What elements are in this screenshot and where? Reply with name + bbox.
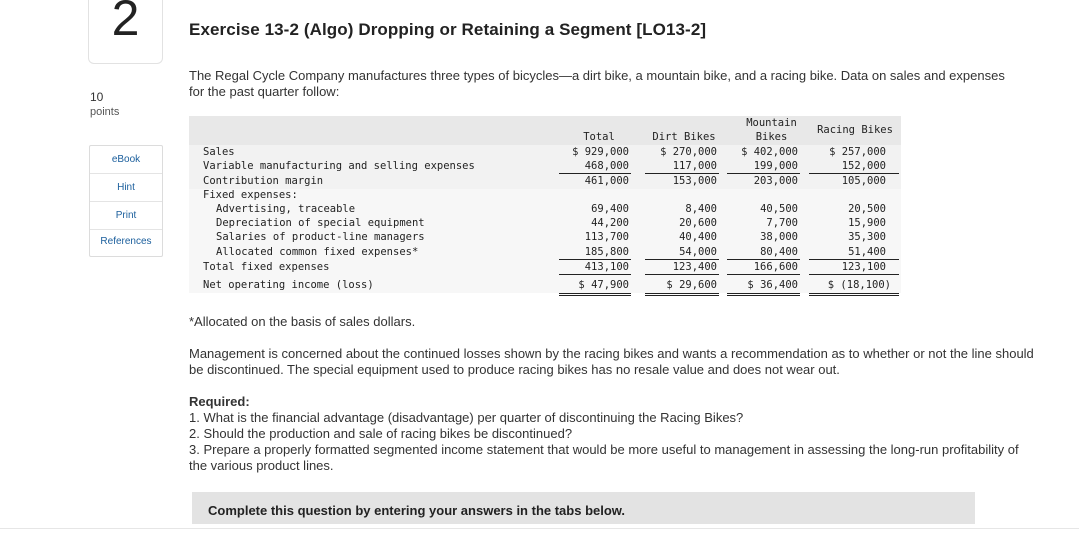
row-label-salaries: Salaries of product-line managers: [216, 231, 425, 243]
row-label-depreciation: Depreciation of special equipment: [216, 217, 425, 229]
question-number-box: [88, 0, 163, 64]
contribution-mountain: 203,000: [753, 175, 798, 187]
double-underline: [559, 295, 631, 296]
col-header-mountain-line2: Bikes: [755, 131, 788, 143]
col-header-mountain: Mountain: [746, 117, 797, 129]
points-label: points: [90, 106, 120, 118]
sales-dirt: $ 270,000: [660, 146, 717, 158]
sales-racing: $ 257,000: [829, 146, 886, 158]
underline: [809, 274, 899, 275]
required-item: 2. Should the production and sale of racing bikes be discontinued?: [189, 426, 573, 441]
double-underline: [809, 293, 899, 294]
underline: [809, 173, 899, 174]
underline: [559, 173, 631, 174]
total-fixed-mountain: 166,600: [753, 261, 798, 273]
required-heading: Required:: [189, 394, 250, 409]
underline: [727, 259, 800, 260]
underline: [645, 274, 719, 275]
required-item: 1. What is the financial advantage (disadvantage) per quarter of discontinuing the Racing Bikes?: [189, 410, 744, 425]
footnote: *Allocated on the basis of sales dollars.: [189, 314, 416, 329]
print-link[interactable]: Print: [90, 202, 162, 230]
allocated-racing: 51,400: [848, 246, 886, 258]
advertising-total: 69,400: [591, 203, 629, 215]
row-label-variable: Variable manufacturing and selling expenses: [203, 160, 475, 172]
ebook-link[interactable]: eBook: [90, 146, 162, 174]
underline: [559, 259, 631, 260]
exercise-title: Exercise 13-2 (Algo) Dropping or Retaining a Segment [LO13-2]: [189, 20, 707, 39]
salaries-mountain: 38,000: [760, 231, 798, 243]
underline: [645, 259, 719, 260]
allocated-total: 185,800: [584, 246, 629, 258]
instructions-banner: Complete this question by entering your answers in the tabs below.: [192, 492, 975, 524]
references-link[interactable]: References: [100, 236, 152, 247]
col-header-total: Total: [583, 131, 615, 143]
double-underline: [559, 293, 631, 294]
underline: [809, 259, 899, 260]
resource-nav: [89, 145, 163, 257]
depreciation-total: 44,200: [591, 217, 629, 229]
divider: [0, 528, 1079, 529]
hint-link[interactable]: Hint: [90, 174, 162, 202]
depreciation-dirt: 20,600: [679, 217, 717, 229]
contribution-racing: 105,000: [841, 175, 886, 187]
contribution-total: 461,000: [584, 175, 629, 187]
row-label-advertising: Advertising, traceable: [216, 203, 356, 215]
double-underline: [809, 295, 899, 296]
row-label-sales: Sales: [203, 146, 235, 158]
net-total: $ 47,900: [578, 279, 629, 291]
net-mountain: $ 36,400: [747, 279, 798, 291]
total-fixed-racing: 123,100: [841, 261, 886, 273]
sales-mountain: $ 402,000: [741, 146, 798, 158]
advertising-mountain: 40,500: [760, 203, 798, 215]
row-label-allocated: Allocated common fixed expenses*: [216, 246, 419, 258]
sales-total: $ 929,000: [572, 146, 629, 158]
net-racing: $ (18,100): [827, 279, 891, 291]
salaries-dirt: 40,400: [679, 231, 717, 243]
required-item: 3. Prepare a properly formatted segmented income statement that would be more useful to management in assessing the long-run profitability of the various product lines.: [189, 442, 1019, 473]
underline: [727, 274, 800, 275]
variable-dirt: 117,000: [672, 160, 717, 172]
underline: [727, 173, 800, 174]
row-label-contribution: Contribution margin: [203, 175, 324, 187]
variable-racing: 152,000: [841, 160, 886, 172]
variable-mountain: 199,000: [753, 160, 798, 172]
total-fixed-dirt: 123,400: [672, 261, 717, 273]
salaries-total: 113,700: [584, 231, 629, 243]
col-header-racing: Racing Bikes: [817, 124, 893, 136]
allocated-dirt: 54,000: [679, 246, 717, 258]
question-number: 2: [111, 0, 140, 46]
variable-total: 468,000: [584, 160, 629, 172]
underline: [645, 173, 719, 174]
double-underline: [727, 293, 800, 294]
allocated-mountain: 80,400: [760, 246, 798, 258]
row-label-net-income: Net operating income (loss): [203, 279, 374, 291]
required-section: [189, 394, 1029, 474]
points-value: 10: [90, 90, 104, 104]
advertising-racing: 20,500: [848, 203, 886, 215]
advertising-dirt: 8,400: [685, 203, 717, 215]
double-underline: [645, 295, 719, 296]
management-text: Management is concerned about the continued losses shown by the racing bikes and wants a recommendation as to whether or not the line should be discontinued. The special equipment used to produce racing bikes has no resale value and does not wear out.: [189, 346, 1034, 377]
underline: [559, 274, 631, 275]
intro-text: The Regal Cycle Company manufactures three types of bicycles—a dirt bike, a mountain bike, and a racing bike. Data on sales and expenses for the past quarter follow:: [189, 68, 1005, 99]
double-underline: [645, 293, 719, 294]
net-dirt: $ 29,600: [666, 279, 717, 291]
depreciation-racing: 15,900: [848, 217, 886, 229]
row-label-fixed-expenses: Fixed expenses:: [203, 189, 298, 201]
col-header-dirt: Dirt Bikes: [652, 131, 716, 143]
salaries-racing: 35,300: [848, 231, 886, 243]
contribution-dirt: 153,000: [672, 175, 717, 187]
double-underline: [727, 295, 800, 296]
financial-table: [189, 116, 901, 298]
depreciation-mountain: 7,700: [766, 217, 798, 229]
total-fixed-total: 413,100: [584, 261, 629, 273]
row-label-total-fixed: Total fixed expenses: [203, 261, 330, 273]
